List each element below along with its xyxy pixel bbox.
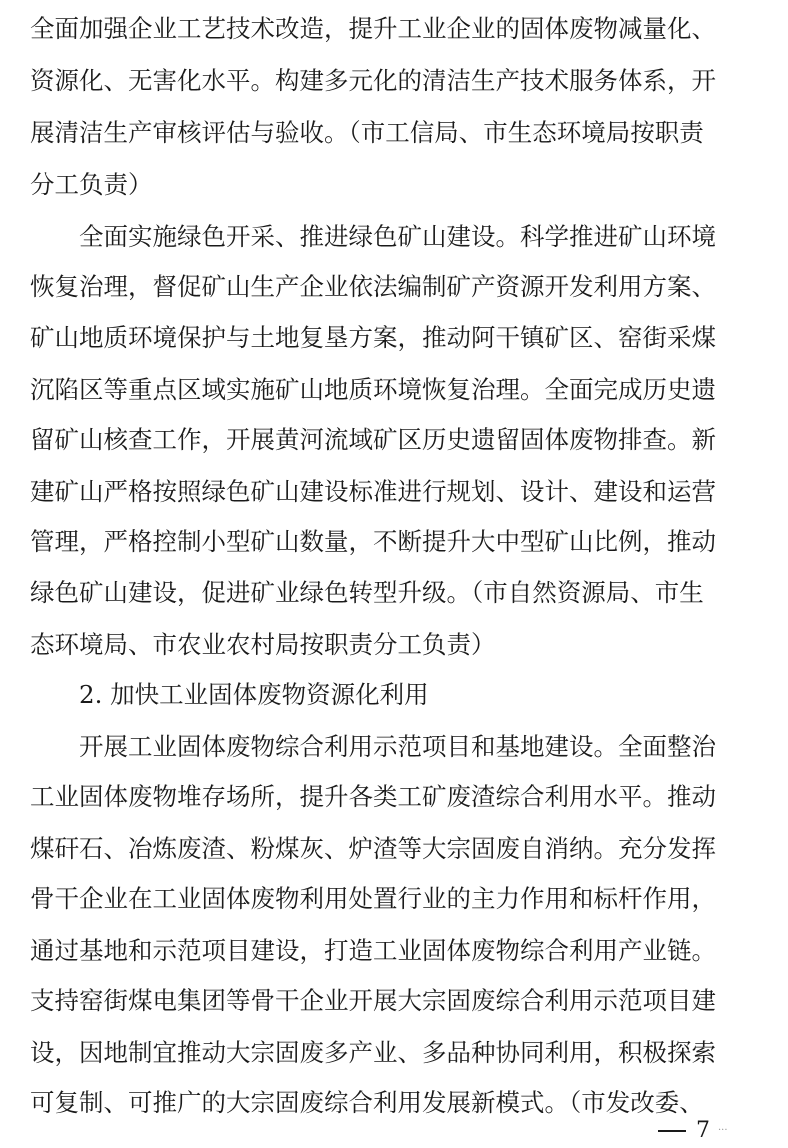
text-line: 资源化、无害化水平。构建多元化的清洁生产技术服务体系，开: [30, 66, 716, 95]
text-line: 支持窑街煤电集团等骨干企业开展大宗固废综合利用示范项目建: [30, 986, 716, 1015]
section-heading: 2. 加快工业固体废物资源化利用: [30, 680, 429, 709]
text-line: 绿色矿山建设，促进矿业绿色转型升级。（市自然资源局、市生: [30, 578, 704, 607]
text-line: 通过基地和示范项目建设，打造工业固体废物综合利用产业链。: [30, 936, 716, 965]
text-line: 矿山地质环境保护与土地复垦方案，推动阿干镇矿区、窑街采煤: [30, 323, 716, 352]
text-line: 分工负责）: [30, 170, 153, 199]
text-line: 骨干企业在工业固体废物利用处置行业的主力作用和标杆作用，: [30, 884, 716, 913]
watermark-mark: ···: [718, 1125, 728, 1136]
text-line: 恢复治理，督促矿山生产企业依法编制矿产资源开发利用方案、: [30, 272, 716, 301]
text-line: 管理，严格控制小型矿山数量，不断提升大中型矿山比例，推动: [30, 527, 716, 556]
text-line: 全面实施绿色开采、推进绿色矿山建设。科学推进矿山环境: [30, 222, 716, 251]
page-number: 7: [696, 1118, 710, 1143]
text-line: 留矿山核查工作，开展黄河流域矿区历史遗留固体废物排查。新: [30, 425, 716, 454]
text-line: 可复制、可推广的大宗固废综合利用发展新模式。（市发改委、: [30, 1088, 704, 1117]
text-line: 开展工业固体废物综合利用示范项目和基地建设。全面整治: [30, 732, 716, 761]
text-line: 建矿山严格按照绿色矿山建设标准进行规划、设计、建设和运营: [30, 477, 716, 506]
text-line: 设，因地制宜推动大宗固废多产业、多品种协同利用，积极探索: [30, 1038, 716, 1067]
page-footer: [658, 1118, 728, 1144]
text-line: 煤矸石、冶炼废渣、粉煤灰、炉渣等大宗固废自消纳。充分发挥: [30, 834, 716, 863]
text-line: 沉陷区等重点区域实施矿山地质环境恢复治理。全面完成历史遗: [30, 375, 716, 404]
text-line: 态环境局、市农业农村局按职责分工负责）: [30, 630, 496, 659]
text-line: 全面加强企业工艺技术改造，提升工业企业的固体废物减量化、: [30, 14, 716, 43]
footer-dash: [658, 1130, 686, 1132]
text-line: 展清洁生产审核评估与验收。（市工信局、市生态环境局按职责: [30, 118, 704, 147]
text-line: 工业固体废物堆存场所，提升各类工矿废渣综合利用水平。推动: [30, 782, 716, 811]
